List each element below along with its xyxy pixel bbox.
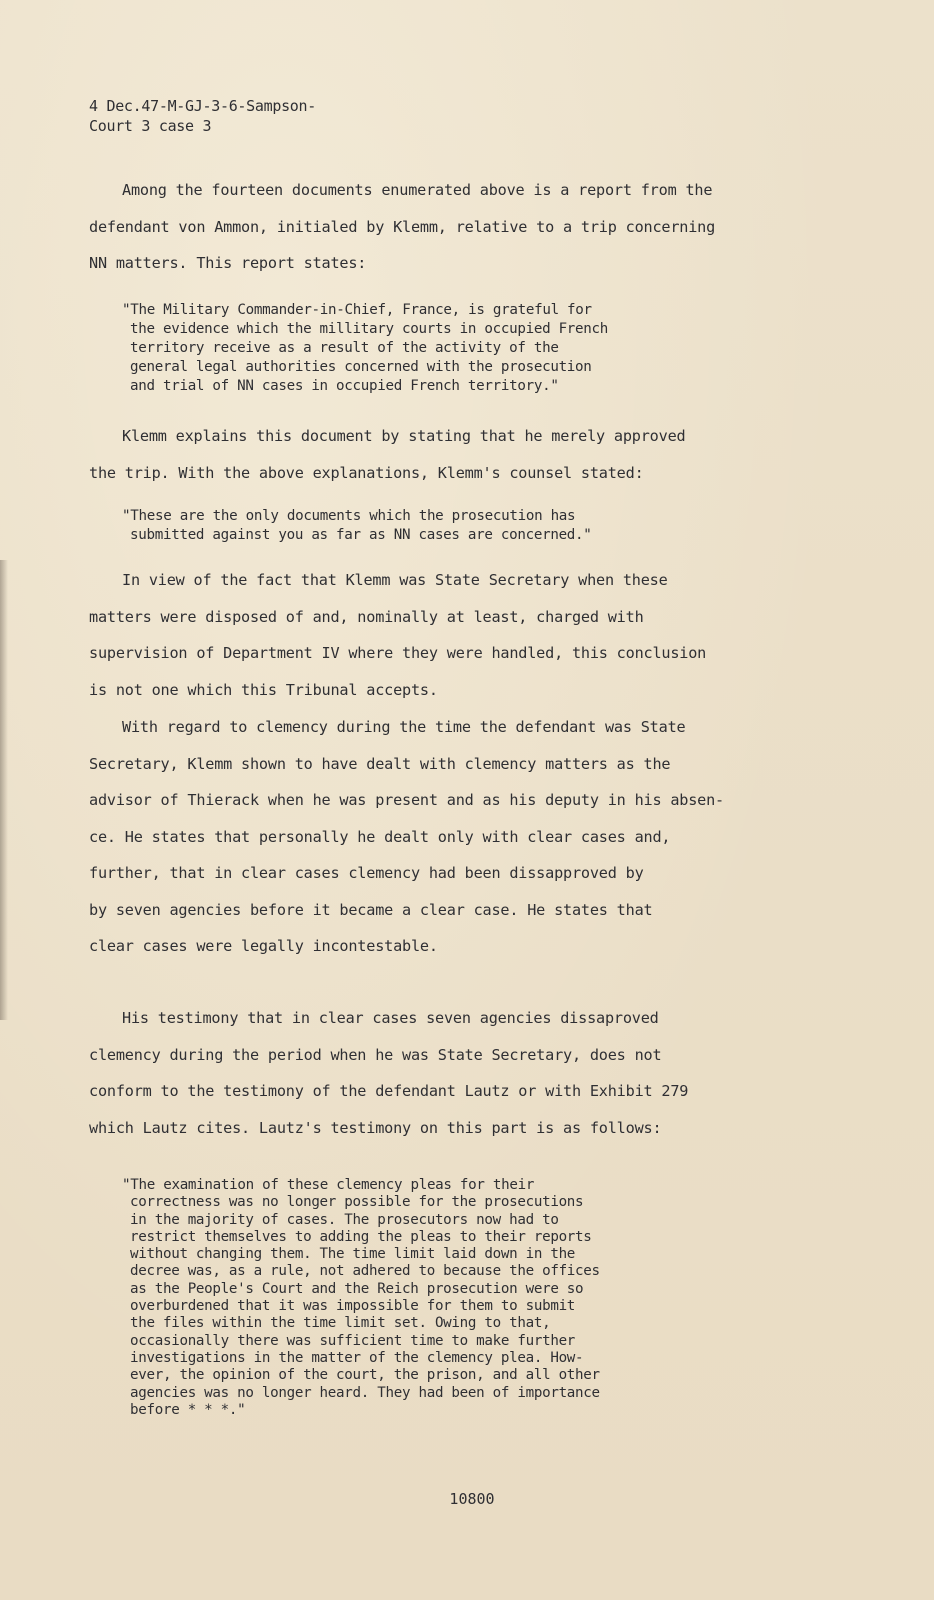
quote-line: agencies was no longer heard. They had been of importance [130, 1384, 600, 1401]
quote-line: investigations in the matter of the clemency plea. How- [130, 1349, 584, 1366]
text-line: With regard to clemency during the time the defendant was State [122, 718, 686, 736]
quote-line: territory receive as a result of the activity of the [130, 340, 559, 356]
quote-line: the files within the time limit set. Owing to that, [130, 1315, 551, 1332]
paragraph-klemm-explains [89, 418, 809, 491]
text-line: supervision of Department IV where they were handled, this conclusion [89, 644, 707, 662]
text-line: matters were disposed of and, nominally at least, charged with [89, 607, 644, 626]
document-header [89, 96, 316, 136]
text-line: the trip. With the above explanations, Klemm's counsel stated: [89, 463, 644, 482]
reference-line: 4 Dec.47-M-GJ-3-6-Sampson- [89, 97, 317, 115]
quote-line: the evidence which the millitary courts in occupied French [130, 321, 609, 337]
quote-lautz-testimony [122, 1177, 802, 1419]
text-line: In view of the fact that Klemm was State Secretary when these [122, 571, 668, 589]
text-line: Secretary, Klemm shown to have dealt with clemency matters as the [89, 754, 671, 773]
quote-line: as the People's Court and the Reich prosecution were so [130, 1280, 584, 1297]
text-line: conform to the testimony of the defendant Lautz or with Exhibit 279 [89, 1082, 689, 1100]
quote-line: "The examination of these clemency pleas for their [122, 1177, 535, 1193]
quote-line: submitted against you as far as NN cases are concerned." [130, 527, 592, 543]
text-line: ce. He states that personally he dealt only with clear cases and, [89, 827, 671, 846]
quote-line: correctness was no longer possible for the prosecutions [130, 1194, 584, 1211]
text-line: advisor of Thierack when he was present and as his deputy in his absen- [89, 791, 724, 809]
quote-line: overburdened that it was impossible for them to submit [130, 1298, 576, 1315]
quote-line: decree was, as a rule, not adhered to because the offices [130, 1263, 600, 1280]
quote-line: restrict themselves to adding the pleas to their reports [130, 1228, 592, 1245]
paragraph-testimony [89, 1000, 809, 1146]
text-line: further, that in clear cases clemency had been dissapproved by [89, 864, 644, 882]
quote-military-commander [122, 301, 802, 396]
court-line: Court 3 case 3 [89, 117, 212, 135]
text-line: Among the fourteen documents enumerated above is a report from the [122, 181, 713, 199]
paragraph-clemency [89, 709, 809, 965]
quote-line: and trial of NN cases in occupied French territory." [130, 378, 559, 394]
text-line: which Lautz cites. Lautz's testimony on this part is as follows: [89, 1118, 662, 1137]
text-line: is not one which this Tribunal accepts. [89, 680, 438, 699]
scan-edge-shadow [0, 560, 8, 1020]
text-line: Klemm explains this document by stating that he merely approved [122, 427, 686, 445]
quote-line: ever, the opinion of the court, the prison, and all other [130, 1367, 600, 1384]
quote-line: "These are the only documents which the prosecution has [122, 508, 576, 524]
text-line: His testimony that in clear cases seven agencies dissaproved [122, 1009, 659, 1027]
text-line: clear cases were legally incontestable. [89, 937, 438, 955]
quote-line: general legal authorities concerned with the prosecution [130, 359, 592, 375]
quote-counsel [122, 507, 802, 545]
text-line: clemency during the period when he was State Secretary, does not [89, 1045, 662, 1064]
text-line: by seven agencies before it became a clear case. He states that [89, 900, 653, 919]
paragraph-state-secretary [89, 562, 809, 708]
quote-line: before * * *." [130, 1401, 246, 1418]
paragraph-documents [89, 172, 809, 282]
text-line: NN matters. This report states: [89, 254, 367, 272]
quote-line: "The Military Commander-in-Chief, France, is grateful for [122, 302, 592, 318]
page-number: 10800 [449, 1490, 495, 1508]
text-line: defendant von Ammon, initialed by Klemm, relative to a trip concerning [89, 217, 716, 236]
quote-line: without changing them. The time limit laid down in the [130, 1246, 576, 1263]
quote-line: in the majority of cases. The prosecutors now had to [130, 1211, 559, 1228]
quote-line: occasionally there was sufficient time to make further [130, 1332, 576, 1349]
